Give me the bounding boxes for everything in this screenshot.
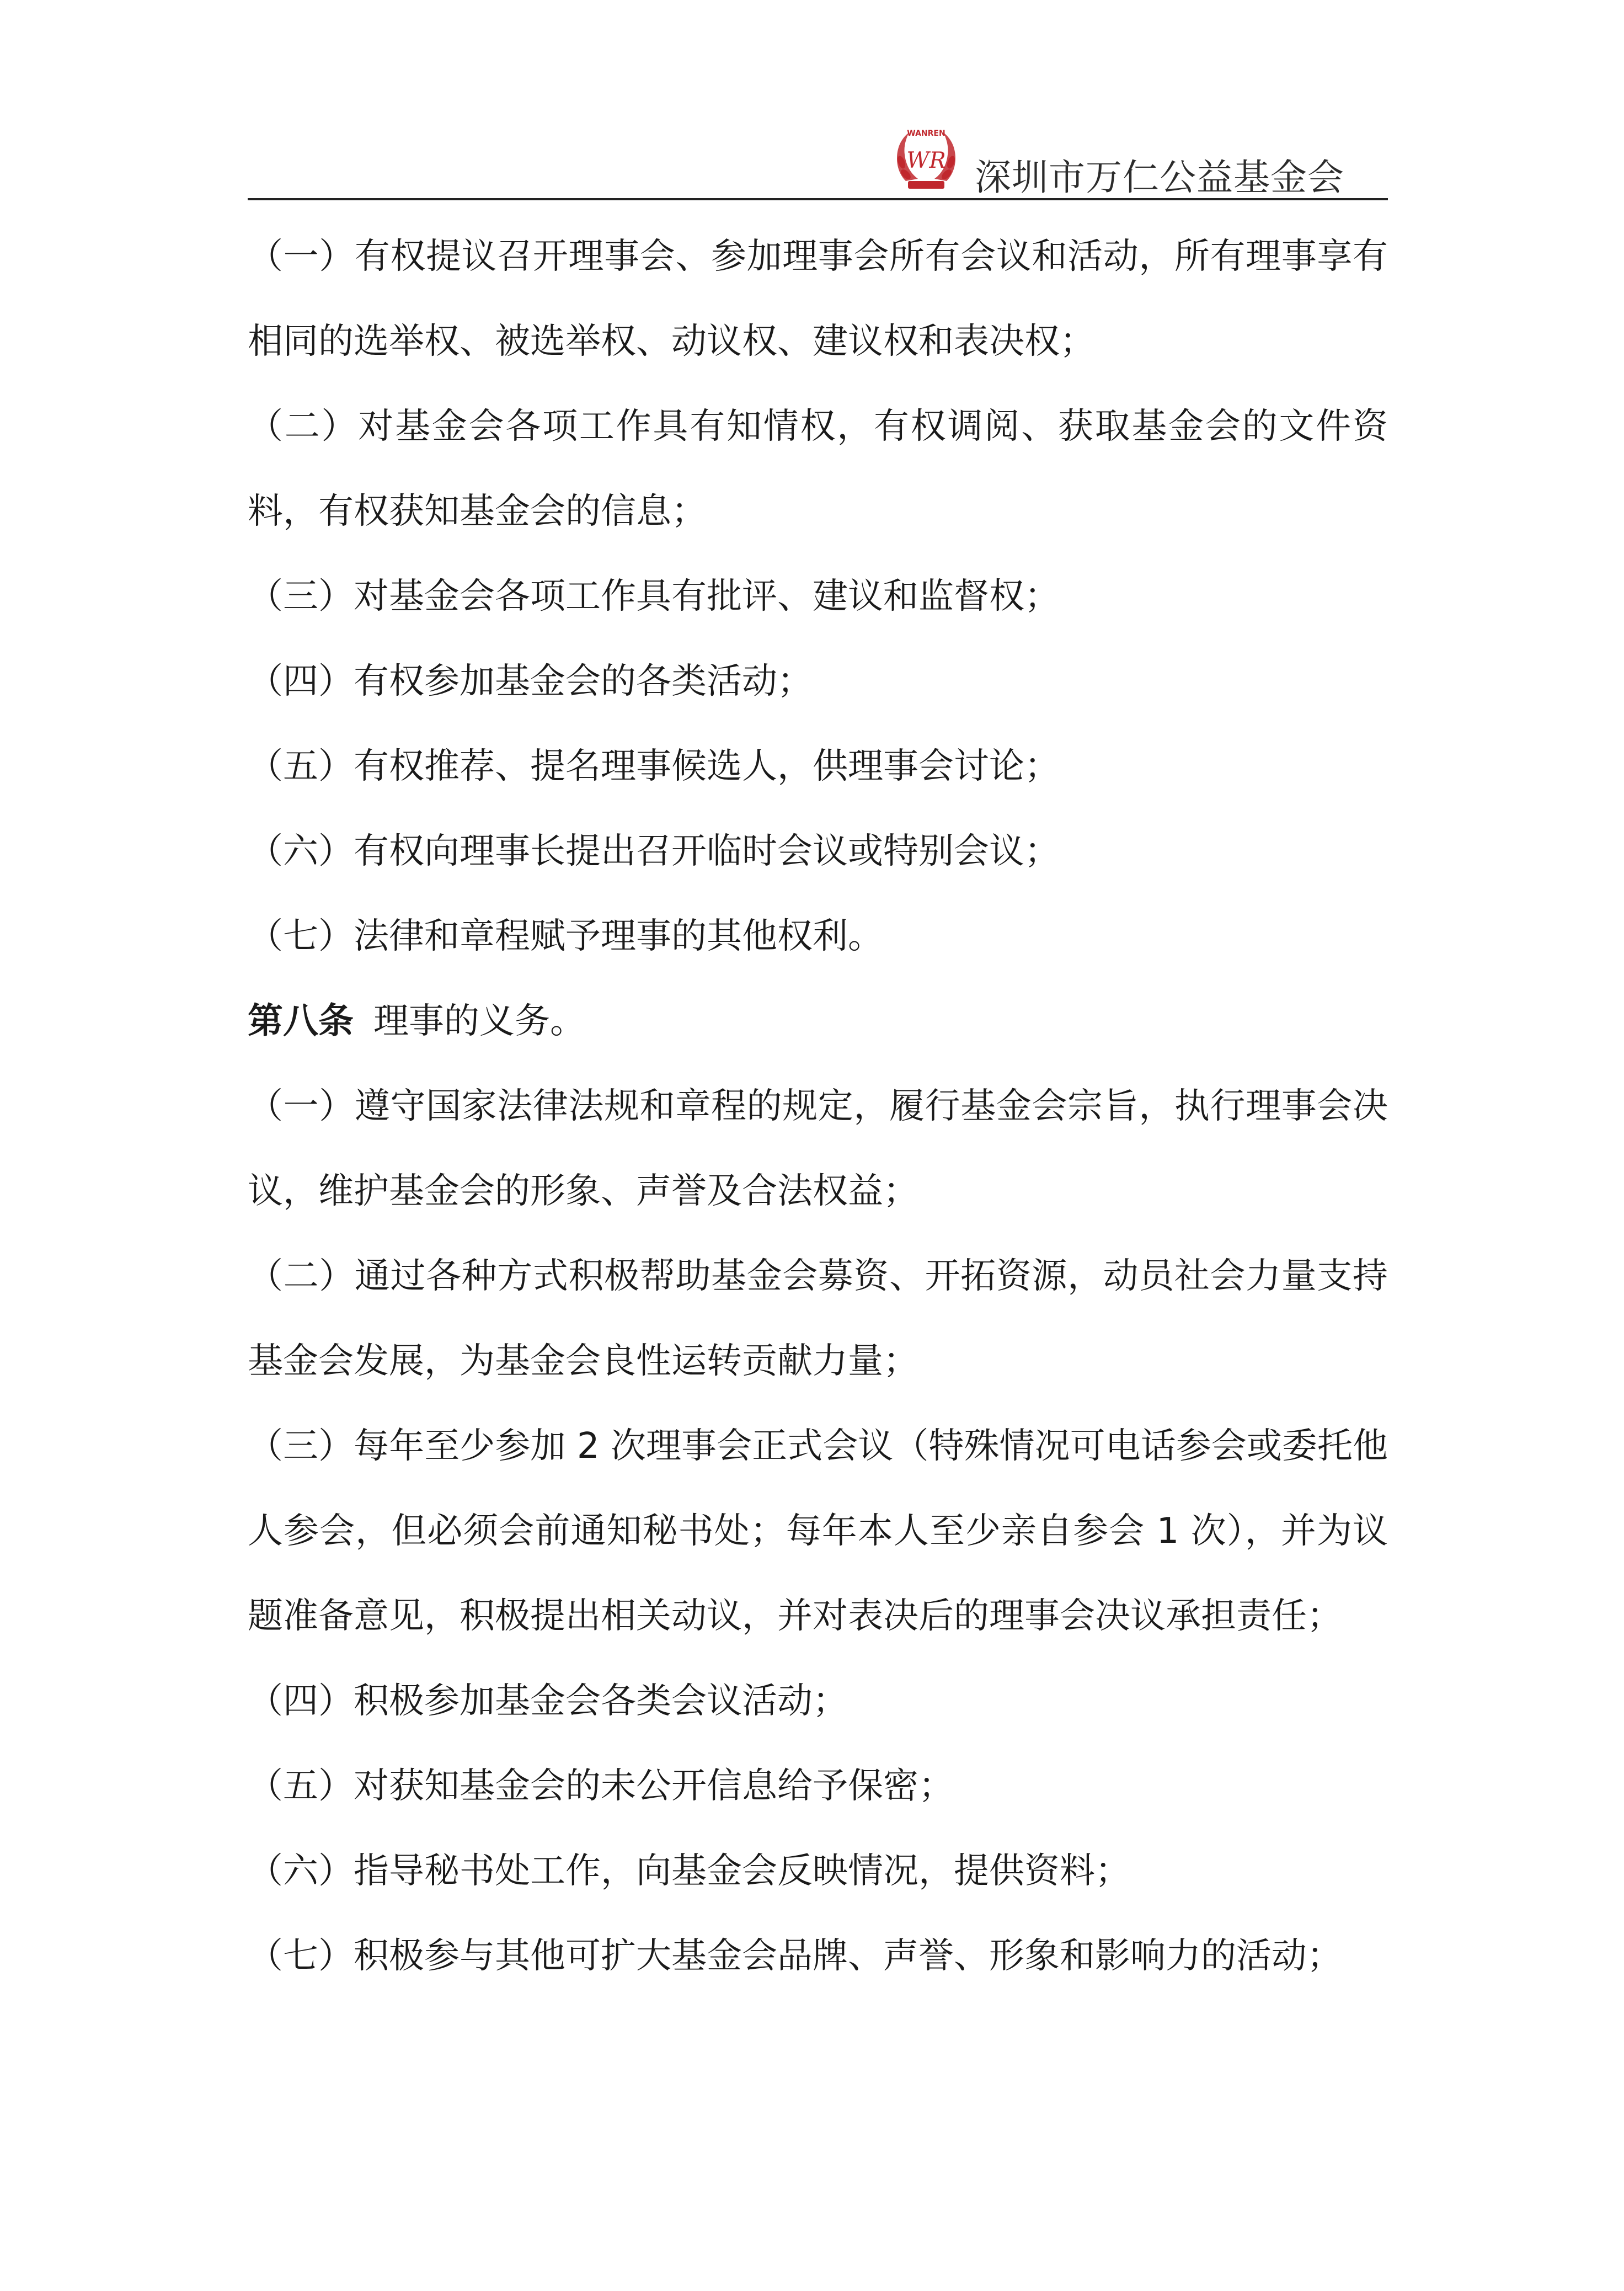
page-header (248, 122, 1388, 200)
logo-arc-text: WANREN (907, 129, 945, 138)
right-item-3: （三）对基金会各项工作具有批评、建议和监督权； (248, 576, 1060, 617)
right-item-4: （四）有权参加基金会的各类活动； (248, 661, 813, 702)
duty-item-4: （四）积极参加基金会各类会议活动； (248, 1681, 848, 1722)
organization-name: 深圳市万仁公益基金会 (975, 156, 1344, 199)
duty-item-7: （七）积极参与其他可扩大基金会品牌、声誉、形象和影响力的活动； (248, 1936, 1342, 1976)
header-divider (248, 198, 1388, 200)
duty-item-1: （一）遵守国家法律法规和章程的规定，履行基金会宗旨，执行理事会决议，维护基金会的形象、声誉及合法权益； (248, 1086, 1388, 1212)
right-item-1: （一）有权提议召开理事会、参加理事会所有会议和活动，所有理事享有相同的选举权、被选举权、动议权、建议权和表决权； (248, 236, 1388, 362)
right-item-7: （七）法律和章程赋予理事的其他权利。 (248, 916, 883, 957)
foundation-logo-icon (889, 124, 963, 196)
right-item-2: （二）对基金会各项工作具有知情权，有权调阅、获取基金会的文件资料，有权获知基金会的信息； (248, 406, 1388, 532)
duty-item-2: （二）通过各种方式积极帮助基金会募资、开拓资源，动员社会力量支持基金会发展，为基金会良性运转贡献力量； (248, 1256, 1388, 1382)
document-body (248, 214, 1388, 1999)
right-item-5: （五）有权推荐、提名理事候选人，供理事会讨论； (248, 746, 1060, 787)
logo-monogram: WR (906, 148, 946, 173)
duty-item-6: （六）指导秘书处工作，向基金会反映情况，提供资料； (248, 1851, 1130, 1892)
right-item-6: （六）有权向理事长提出召开临时会议或特别会议； (248, 831, 1060, 872)
duty-item-5: （五）对获知基金会的未公开信息给予保密； (248, 1766, 954, 1807)
duty-item-3: （三）每年至少参加 2 次理事会正式会议（特殊情况可电话参会或委托他人参会，但必须会前通知秘书处；每年本人至少亲自参会 1 次），并为议题准备意见，积极提出相关动议，并对表决后的理事会决议承担责任； (248, 1426, 1388, 1637)
article-title: 理事的义务。 (373, 1001, 585, 1042)
article-heading (248, 979, 1388, 1064)
article-number: 第八条 (248, 1001, 354, 1042)
